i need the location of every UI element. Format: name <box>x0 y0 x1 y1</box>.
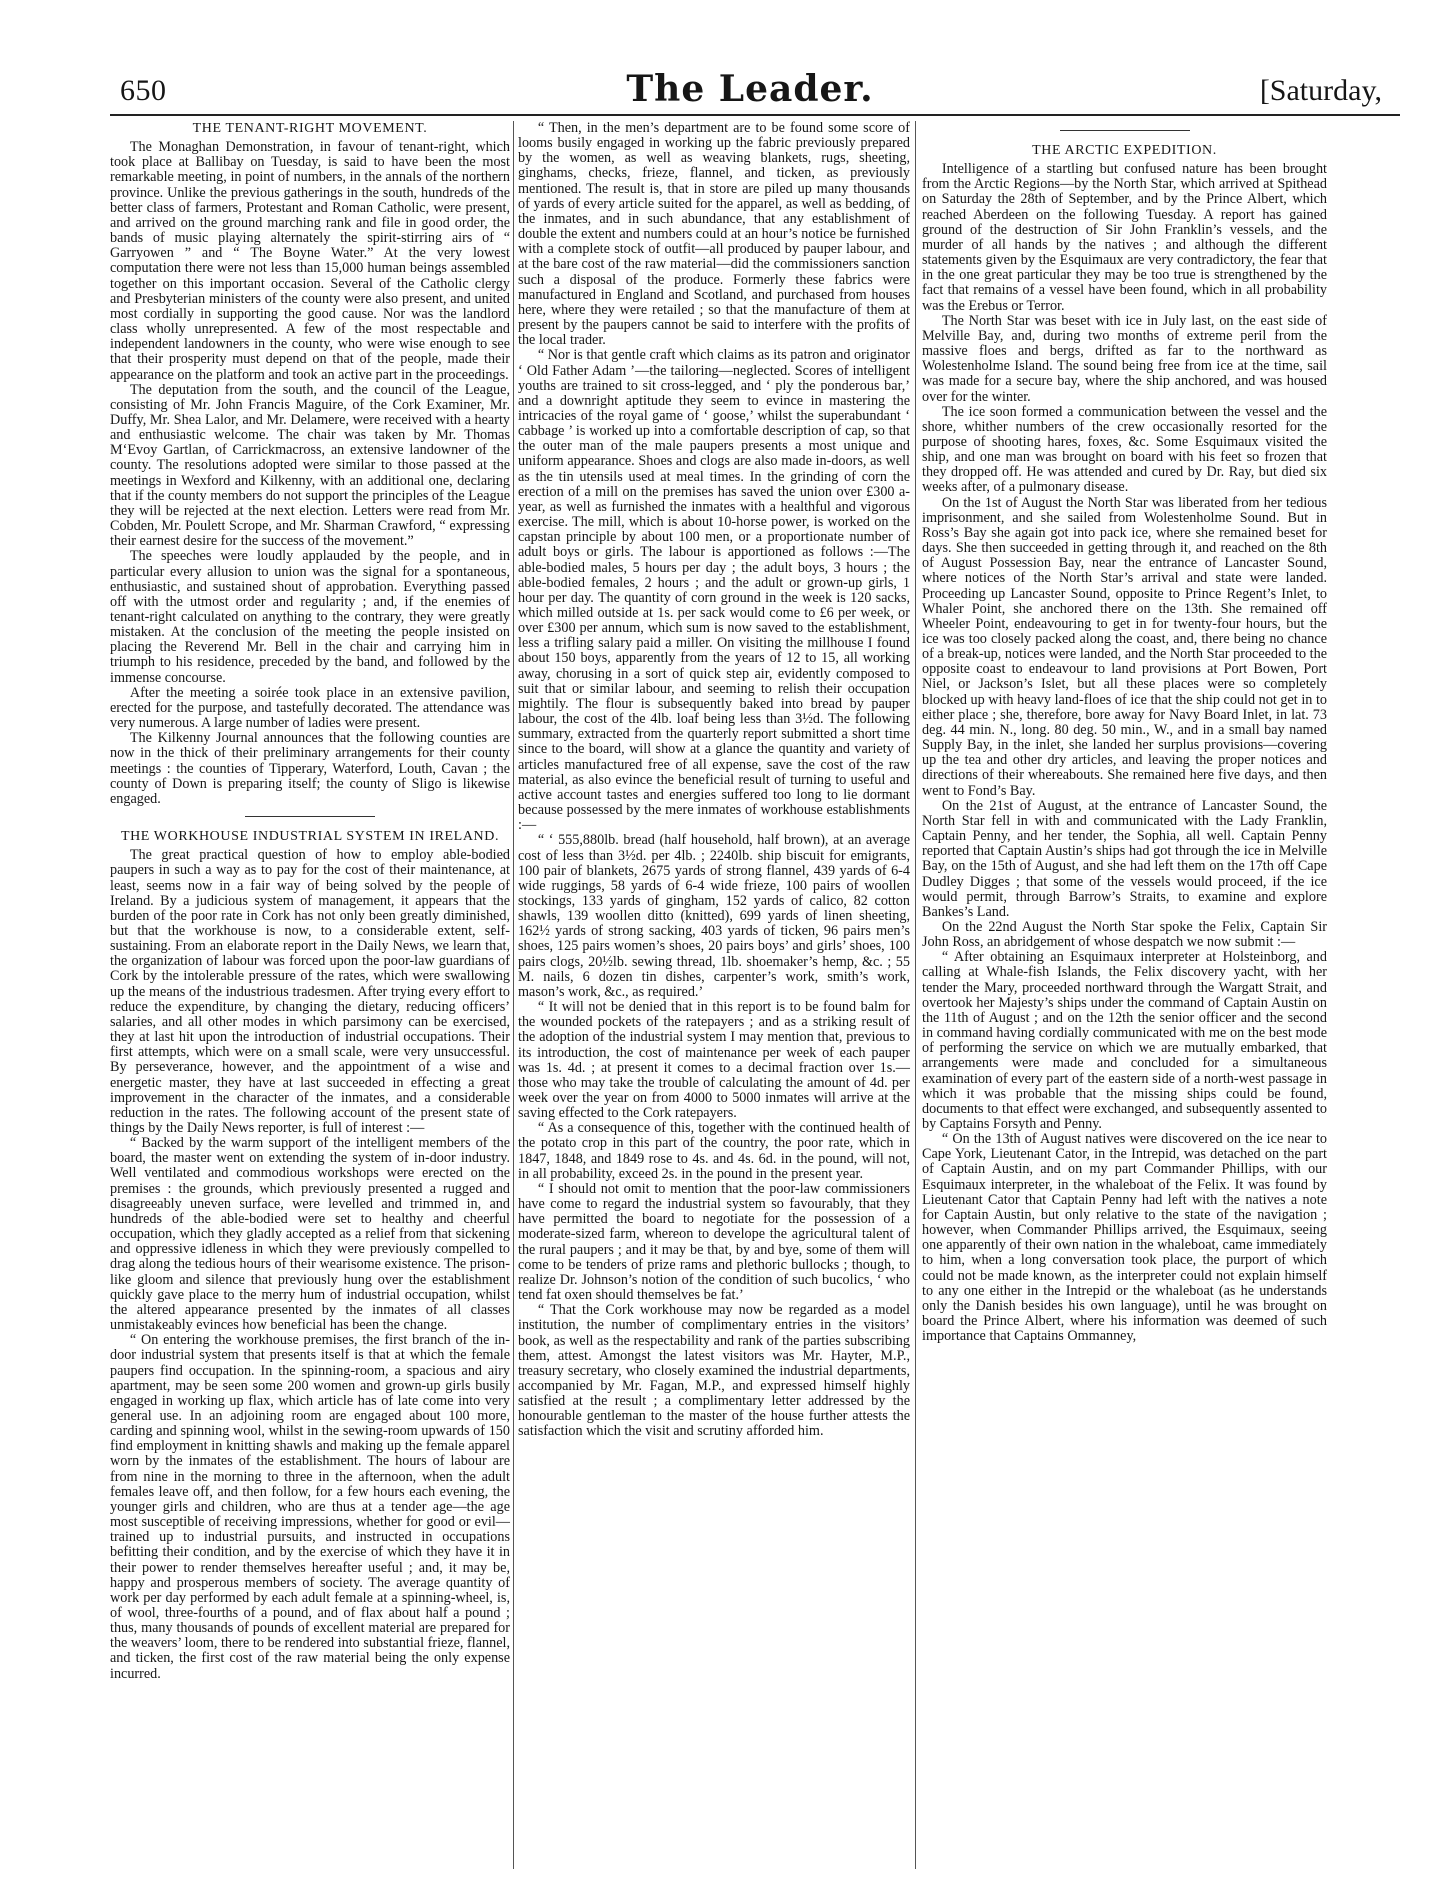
paragraph: On the 1st of August the North Star was liberated from her tedious imprisonment, and she sailed from Wolestenholme Sound. But in Ross’s Bay she again got into pack ice, where she remained beset for days. She then succeeded in getting through it, and reached on the 8th of August Possession Bay, near the entrance of Lancaster Sound, where notices of the North Star’s arrival and state were landed. Proceeding up Lancaster Sound, opposite to Prince Regent’s Inlet, to Whaler Point, she anchored there on the 13th. She remained off Wheeler Point, endeavouring to get in for twenty-four hours, but the ice was too closely packed along the coast, and, there being no chance of a break-up, notices were landed, and the North Star proceeded to the opposite coast to endeavour to land provisions at Port Bowen, Port Niel, or Jackson’s Islet, but all these places were so completely blocked up with heavy land-floes of ice that the ship could not get in to either place ; she, therefore, bore away for Navy Board Inlet, in lat. 73 deg. 44 min. N., long. 80 deg. 50 min., W., and in a small bay named Supply Bay, in the inlet, she landed her surplus provisions—covering up the tea and other dry articles, and leaving the proper notices and directions of their whereabouts. She remained here five days, and then went to Fond’s Bay. <box>922 494 1327 799</box>
article-title-workhouse: THE WORKHOUSE INDUSTRIAL SYSTEM IN IRELAND. <box>120 829 500 845</box>
column-2 <box>518 121 910 1440</box>
paragraph: The speeches were loudly applauded by the people, and in particular every allusion to union was the signal for a spontaneous, enthusiastic, and sustained shout of approbation. Everything passed off with the utmost order and regularity ; and, if the enemies of tenant-right calculated on anything to the contrary, they were greatly mistaken. At the conclusion of the meeting the people insisted on placing the Reverend Mr. Bell in the chair and carrying him in triumph to his residence, preceded by the band, and followed by the immense concourse. <box>110 548 510 686</box>
paragraph: “ It will not be denied that in this report is to be found balm for the wounded pockets of the ratepayers ; and as a striking result of the adoption of the industrial system I may mention that, previous to its introduction, the cost of maintenance per week of each pauper was 1s. 4d. ; at present it comes to a decimal fraction over 1s.—those who may take the trouble of calculating the amount of 4d. per week over the year on from 4000 to 5000 inmates will arrive at the saving effected to the Cork ratepayers. <box>518 999 910 1122</box>
masthead-title: The Leader. <box>626 68 874 110</box>
paragraph: The great practical question of how to employ able-bodied paupers in such a way as to pay for the cost of their maintenance, at least, seems now in a fair way of being solved by the people of Ireland. By a judicious system of management, it appears that the burden of the poor rate in Cork has not only been greatly diminished, but that the workhouse is now, to a considerable extent, self-sustaining. From an elaborate report in the Daily News, we learn that, the organization of labour was forced upon the poor-law guardians of Cork by the intolerable pressure of the rates, which were swallowing up the means of the industrious tradesmen. After trying every effort to reduce the expenditure, by changing the dietary, reducing officers’ salaries, and all other modes in which parsimony can be exercised, they at last hit upon the introduction of industrial occupations. Their first attempts, which were on a small scale, were very unsuccessful. By perseverance, however, and the appointment of a wise and energetic master, they have at last succeeded in effecting a great improvement in the character of the inmates, and a considerable reduction in the rates. The following account of the present state of things by the Daily News reporter, is full of interest :— <box>110 847 510 1136</box>
paragraph: “ Nor is that gentle craft which claims as its patron and originator ‘ Old Father Adam ’—the tailoring—neglected. Scores of intelligent youths are trained to sit cross-legged, and ‘ ply the ponderous bar,’ and a downright aptitude they seem to evince in mastering the intricacies of the royal game of ‘ goose,’ whilst the superabundant ‘ cabbage ’ is worked up into a comfortable description of cap, so that the outer man of the male paupers presents a most unique and uniform appearance. Shoes and clogs are also made in-doors, as well as the tin utensils used at meal times. In the grinding of corn the erection of a mill on the premises has saved the union over £300 a-year, as well as furnished the inmates with a healthful and vigorous exercise. The mill, which is about 10-horse power, is worked on the capstan principle by about 100 men, or a proportionate number of adult boys or girls. The labour is apportioned as follows :—The able-bodied males, 5 hours per day ; the adult boys, 3 hours ; the able-bodied females, 2 hours ; and the adult or grown-up girls, 1 hour per day. The quantity of corn ground in the week is 120 sacks, which milled outside at 1s. per sack would come to £6 per week, or over £300 per annum, which sum is now saved to the establishment, less a trifling salary paid a miller. On visiting the millhouse I found about 150 boys, apparently from the years of 12 to 15, all working away, chorusing in a sort of quick step air, evidently composed to suit that or similar labour, and seeming to relish their occupation mightily. The flour is subsequently baked into bread by pauper labour, the cost of the 4lb. loaf being less than 3½d. The following summary, extracted from the quarterly report submitted a short time since to the board, will show at a glance the quantity and variety of articles manufactured free of all expense, save the cost of the raw material, as also evince the beneficial result of turning to useful and active account tastes and energies suffered too long to lie dormant because possessed by the mere inmates of workhouse establishments :— <box>518 347 910 834</box>
page-header <box>100 66 1400 114</box>
column-rule <box>915 121 916 1869</box>
paragraph: “ After obtaining an Esquimaux interpreter at Holsteinborg, and calling at Whale-fish Islands, the Felix discovery yacht, with her tender the Mary, proceeded northward through the Wargatt Strait, and overtook her Majesty’s ships under the command of Captain Austin on the 11th of August ; and on the 12th the senior officer and the second in command having cordially communicated with me on the best mode of performing the service on which we are mutually embarked, that arrangements were made and concluded for a simultaneous examination of every part of the eastern side of a north-west passage in which it was probable that the missing ships could be found, documents to that effect were exchanged, and subsequently assented to by Captains Forsyth and Penny. <box>922 949 1327 1132</box>
issue-day: [Saturday, <box>1259 74 1382 107</box>
page-number: 650 <box>120 74 167 107</box>
section-divider <box>245 816 375 817</box>
paragraph: “ Backed by the warm support of the intelligent members of the board, the master went on extending the system of in-door industry. Well ventilated and commodious workshops were erected on the premises : the grounds, which previously presented a rugged and disagreeably uneven surface, were levelled and trimmed in, and hundreds of the able-bodied were set to healthy and cheerful occupation, which they gladly accepted as a relief from that sickening and oppressive idleness in which they were previously compelled to drag along the tedious hours of their wearisome existence. The prison-like gloom and silence that previously hung over the establishment quickly gave place to the merry hum of industrial occupation, whilst the altered appearance presented by the inmates of all classes unmistakeably evinces how beneficial has been the change. <box>110 1135 510 1334</box>
paragraph: Intelligence of a startling but confused nature has been brought from the Arctic Regions—by the North Star, which arrived at Spithead on Saturday the 28th of September, and by the Prince Albert, which reached Aberdeen on the following Tuesday. A report has gained ground of the destruction of Sir John Franklin’s vessels, and the murder of all hands by the natives ; and although the different statements given by the Esquimaux are very contradictory, the fear that in the one great particular they may be too true is strengthened by the fact that remains of a vessel have been found, which in all probability was the Erebus or Terror. <box>922 161 1327 314</box>
paragraph: The ice soon formed a communication between the vessel and the shore, whither numbers of the crew occasionally resorted for the purpose of shooting hares, foxes, &c. Some Esquimaux visited the ship, and one man was brought on board with his feet so frozen that they dropped off. He was attended and cured by Dr. Ray, but died six weeks after, of a pulmonary disease. <box>922 403 1327 496</box>
article-title-arctic: THE ARCTIC EXPEDITION. <box>1032 143 1217 158</box>
paragraph: On the 22nd August the North Star spoke the Felix, Captain Sir John Ross, an abridgement of whose despatch we now submit :— <box>922 918 1327 951</box>
paragraph: “ Then, in the men’s department are to be found some score of looms busily engaged in working up the fabric previously prepared by the women, as well as weaving blankets, rugs, sheeting, ginghams, checks, frieze, flannel, and ticken, as previously mentioned. The result is, that in store are piled up many thousands of yards of every article suited for the apparel, as well as bedding, of the inmates, and in such abundance, that any establishment of double the extent and numbers could at an hour’s notice be furnished with a complete stock of outfit—all produced by pauper labour, and at the bare cost of the raw material—did the commissioners sanction such a disposal of the produce. Formerly these fabrics were manufactured in England and Scotland, and purchased from houses here, where they were retailed ; so that the manufacture of them at present by the paupers cannot be said to interfere with the profits of the local trader. <box>518 120 910 349</box>
paragraph: After the meeting a soirée took place in an extensive pavilion, erected for the purpose, and tastefully decorated. The attendance was very numerous. A large number of ladies were present. <box>110 684 510 732</box>
paragraph: The deputation from the south, and the council of the League, consisting of Mr. John Francis Maguire, of the Cork Examiner, Mr. Duffy, Mr. Shea Lalor, and Mr. Delamere, were received with a hearty and enthusiastic welcome. The chair was taken by Mr. Thomas M‘Evoy Gartlan, of Carrickmacross, an extensive landowner of the county. The resolutions adopted were similar to those passed at the meetings in Wexford and Kilkenny, with an additional one, declaring that if the county members do not support the principles of the League they will be rejected at the next election. Letters were read from Mr. Cobden, Mr. Poulett Scrope, and Mr. Sharman Crawford, “ expressing their earnest desire for the success of the movement.” <box>110 381 510 550</box>
column-1 <box>110 121 510 1682</box>
header-rule <box>110 114 1400 116</box>
paragraph: On the 21st of August, at the entrance of Lancaster Sound, the North Star fell in with and communicated with the Lady Franklin, Captain Penny, and her tender, the Sophia, all well. Captain Penny reported that Captain Austin’s ships had got through the ice in Melville Bay, on the 15th of August, and she had left them on the 17th off Cape Dudley Digges ; that some of the vessels would proceed, if the ice would permit, through Barrow’s Straits, to examine and explore Bankes’s Land. <box>922 797 1327 920</box>
article-title-tenant-right: THE TENANT-RIGHT MOVEMENT. <box>192 121 428 136</box>
paragraph: “ I should not omit to mention that the poor-law commissioners have come to regard the industrial system so favourably, that they have permitted the board to negotiate for the possession of a moderate-sized farm, whereon to develope the agricultural talent of the rural paupers ; and it may be that, by and bye, some of them will come to be tenders of prize rams and plethoric bullocks ; though, to realize Dr. Johnson’s notion of the condition of such bucolics, ‘ who tend fat oxen should themselves be fat.’ <box>518 1180 910 1304</box>
column-rule <box>513 121 514 1869</box>
paragraph: “ On the 13th of August natives were discovered on the ice near to Cape York, Lieutenant Cator, in the Intrepid, was detached on the part of Captain Austin, and on my part Commander Phillips, with our Esquimaux interpreter, in the whaleboat of the Felix. It was found by Lieutenant Cator that Captain Penny had left with the natives a note for Captain Austin, but only relative to the state of the navigation ; however, when Commander Phillips arrived, the Esquimaux, seeing one apparently of their own nation in the whaleboat, came immediately to him, when a long conversation took place, the purport of which could not be made known, as the interpreter could not explain himself to any one either in the Intrepid or the whaleboat (as he understands only the Danish besides his own language), until he was brought on board the Prince Albert, where his information was deemed of such importance that Captains Ommanney, <box>922 1131 1327 1345</box>
paragraph: “ On entering the workhouse premises, the first branch of the in-door industrial system that presents itself is that at which the female paupers find occupation. In the spinning-room, a spacious and airy apartment, may be seen some 200 women and grown-up girls busily engaged in working up flax, which article has of late come into very general use. In an adjoining room are engaged about 100 more, carding and spinning wool, whilst in the sewing-room upwards of 150 find employment in knitting shawls and making up the female apparel worn by the inmates of the establishment. The hours of labour are from nine in the morning to three in the afternoon, when the adult females leave off, and then follow, for a few hours each evening, the younger girls and children, who are thus at a tender age—the age most susceptible of receiving impressions, whether for good or evil—trained up to industrial pursuits, and instructed in occupations befitting their condition, and by the exercise of which they have it in their power to render themselves hereafter useful ; and, it may be, happy and prosperous members of society. The average quantity of work per day performed by each adult female at a spinning-wheel, is, of wool, three-fourths of a pound, and of flax about half a pound ; thus, many thousands of pounds of excellent material are prepared for the weavers’ loom, there to be rendered into substantial frieze, flannel, and ticken, the first cost of the raw material being the only expense incurred. <box>110 1332 510 1682</box>
paragraph: “ That the Cork workhouse may now be regarded as a model institution, the number of complimentary entries in the visitors’ book, as well as the respectability and rank of the parties subscribing them, attest. Amongst the latest visitors was Mr. Hayter, M.P., treasury secretary, who closely examined the industrial departments, accompanied by Mr. Fagan, M.P., and expressed himself highly satisfied at the result ; a complimentary letter addressed by the honourable gentleman to the master of the house further attests the satisfaction which the visit and scrutiny afforded him. <box>518 1302 910 1440</box>
paragraph: The North Star was beset with ice in July last, on the east side of Melville Bay, and, during two months of extreme peril from the massive floes and bergs, drifted as far to the northward as Wolestenholme Island. The sound being free from ice at the time, sail was made for a secure bay, where the ship anchored, and was housed over for the winter. <box>922 312 1327 405</box>
paragraph: “ As a consequence of this, together with the continued health of the potato crop in this part of the country, the poor rate, which in 1847, 1848, and 1849 rose to 4s. and 4s. 6d. in the pound, will not, in all probability, exceed 2s. in the pound in the present year. <box>518 1120 910 1182</box>
paragraph: The Monaghan Demonstration, in favour of tenant-right, which took place at Ballibay on Tuesday, is said to have been the most remarkable meeting, in point of numbers, in the annals of the northern province. Unlike the previous gatherings in the south, hundreds of the better class of farmers, Protestant and Roman Catholic, were present, and arrived on the ground marching rank and file in good order, the bands of music playing alternately the spirit-stirring airs of “ Garryowen ” and “ The Boyne Water.” At the very lowest computation there were not less than 15,000 human beings assembled together on this important occasion. Several of the Catholic clergy and Presbyterian ministers of the county were also present, and united most cordially in supporting the good cause. Nor was the landlord class wholly unrepresented. A few of the most respectable and independent landowners in the county, who were wise enough to see that their prosperity must depend on that of the people, made their appearance on the platform and took an active part in the proceedings. <box>110 139 510 383</box>
paragraph: “ ‘ 555,880lb. bread (half household, half brown), at an average cost of less than 3½d. per 4lb. ; 2240lb. ship biscuit for emigrants, 100 pair of blankets, 2675 yards of strong flannel, 439 yards of 6-4 wide ruggings, 58 yards of 6-4 wide frieze, 100 pairs of woollen stockings, 133 yards of gingham, 152 yards of calico, 82 cotton shawls, 139 woollen ditto (knitted), 699 yards of linen sheeting, 162½ yards of strong sacking, 403 yards of ticken, 96 pairs men’s shoes, 125 pairs women’s shoes, 20 pairs boys’ and girls’ shoes, 100 pairs clogs, 20½lb. sewing thread, 1lb. shoemaker’s hemp, &c. ; 55 M. nails, 6 dozen tin dishes, carpenter’s work, smith’s work, mason’s work, &c., as required.’ <box>518 832 910 1000</box>
paragraph: The Kilkenny Journal announces that the following counties are now in the thick of their preliminary arrangements for their county meetings : the counties of Tipperary, Waterford, Louth, Cavan ; the county of Down is preparing itself; the county of Sligo is likewise engaged. <box>110 730 510 807</box>
section-divider <box>1060 130 1190 131</box>
column-3 <box>922 121 1327 1344</box>
